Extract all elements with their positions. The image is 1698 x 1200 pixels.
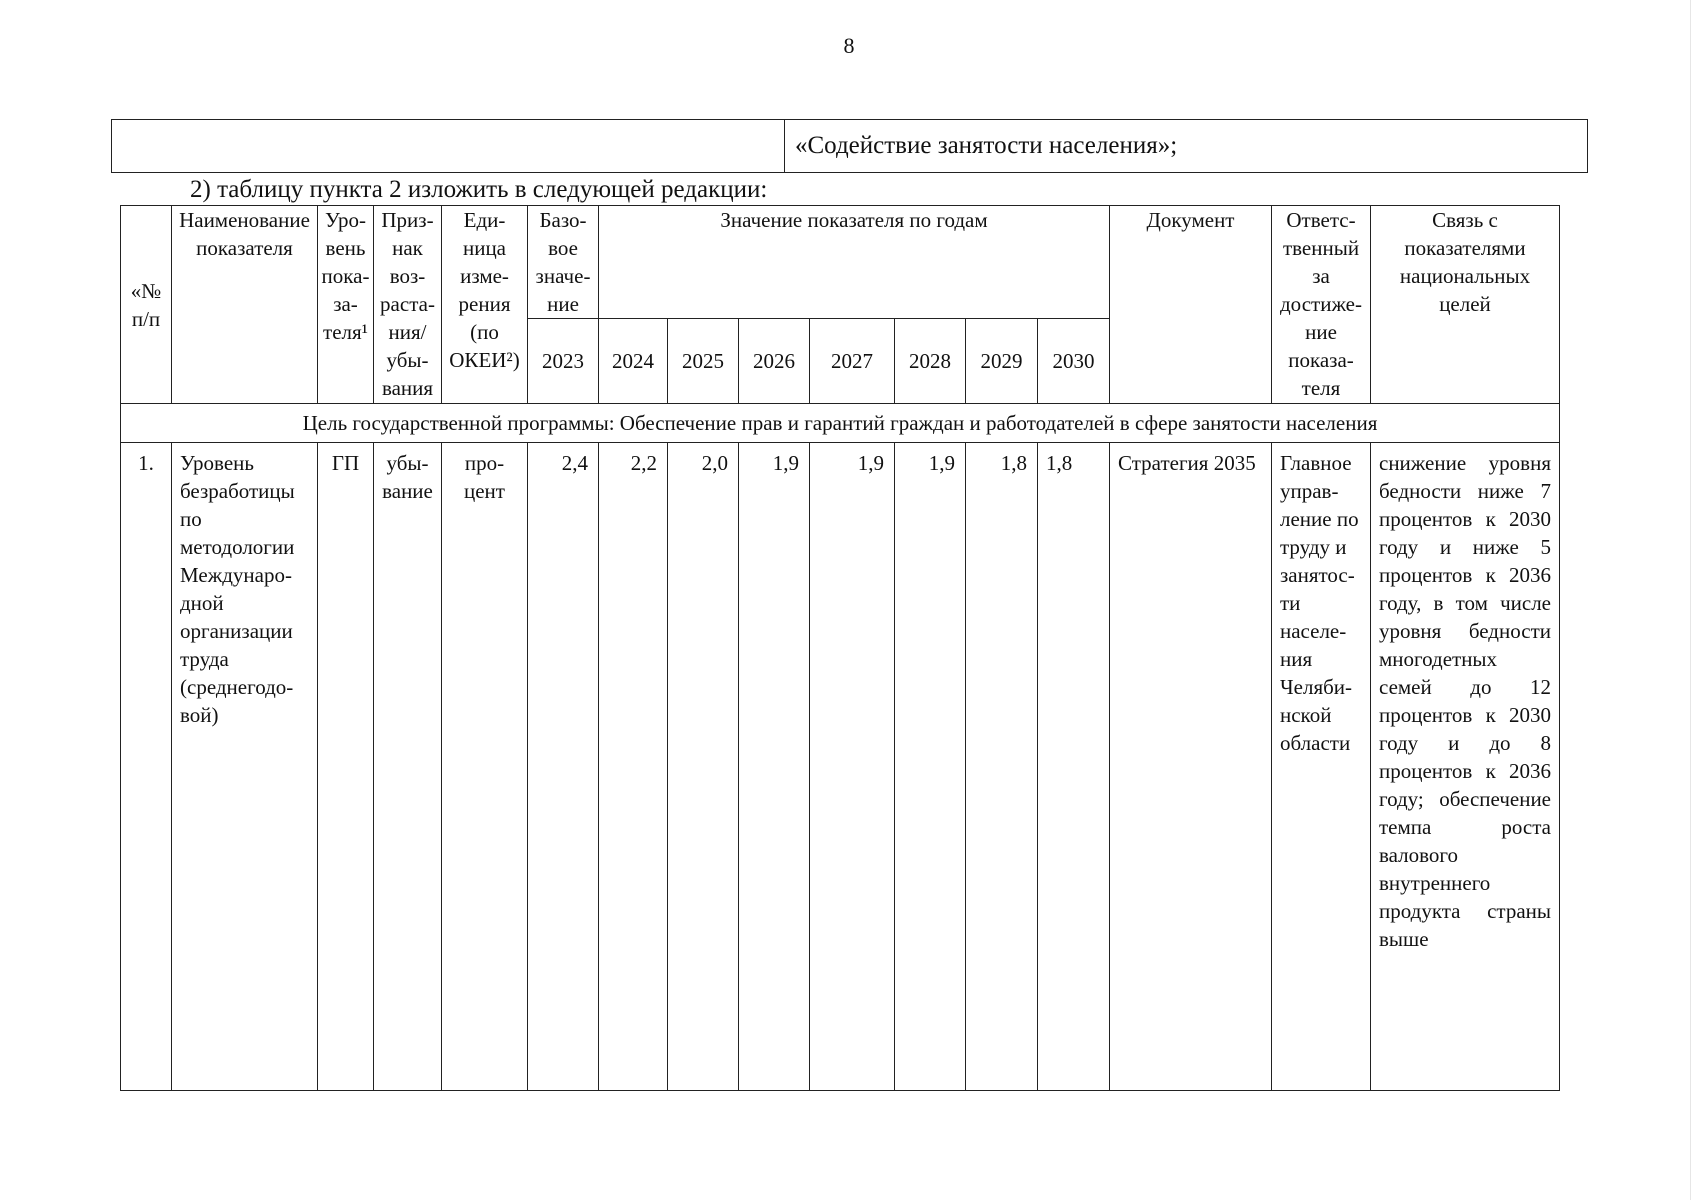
year-2025: 2025 — [668, 319, 739, 404]
year-2029: 2029 — [966, 319, 1038, 404]
row-value-2028: 1,9 — [895, 443, 966, 1091]
row-value-2026: 1,9 — [739, 443, 810, 1091]
header-name: Наименование показателя — [172, 206, 318, 404]
header-level: Уро-вень пока-за-теля¹ — [318, 206, 374, 404]
header-unit: Еди-ница изме-рения (по ОКЕИ²) — [442, 206, 528, 404]
year-2027: 2027 — [810, 319, 895, 404]
row-document: Стратегия 2035 — [1110, 443, 1272, 1091]
header-national-goals-link: Связь с показателями национальных целей — [1371, 206, 1560, 404]
row-value-2023: 2,4 — [528, 443, 599, 1091]
scan-edge-line — [1690, 0, 1691, 1200]
page-number: 8 — [843, 33, 855, 58]
row-national-goals-link: снижение уровня бедности ниже 7 процентов к 2030 году и ниже 5 процентов к 2036 году, в том числе уровня бедности многодетных семей до 12 процентов к 2030 году и до 8 процентов к 2036 году; обеспечение темпа роста валового внутреннего продукта страны выше — [1371, 443, 1560, 1091]
row-value-2025: 2,0 — [668, 443, 739, 1091]
header-values-by-year: Значение показателя по годам — [599, 206, 1110, 319]
header-row-1 — [121, 206, 1560, 319]
header-responsible: Ответс-твенный за достиже-ние показа-теля — [1272, 206, 1371, 404]
top-row-empty-cell — [112, 120, 785, 173]
year-2030: 2030 — [1038, 319, 1110, 404]
top-row-text: «Содействие занятости населения»; — [785, 120, 1588, 173]
row-responsible: Главное управ-ление по труду и занятос-ти населе-ния Челяби-нской области — [1272, 443, 1371, 1091]
goal-row — [121, 404, 1560, 443]
year-2024: 2024 — [599, 319, 668, 404]
table-row — [121, 443, 1560, 1091]
row-value-2027: 1,9 — [810, 443, 895, 1091]
top-row-table — [111, 119, 1588, 173]
row-value-2029: 1,8 — [966, 443, 1038, 1091]
row-value-2030: 1,8 — [1038, 443, 1110, 1091]
row-name: Уровень безработицы по методологии Междунаро-дной организации труда (среднегодо-вой) — [172, 443, 318, 1091]
row-level: ГП — [318, 443, 374, 1091]
header-num: «№ п/п — [121, 206, 172, 404]
header-sign: Приз-нак воз-раста-ния/ убы-вания — [374, 206, 442, 404]
row-sign: убы-вание — [374, 443, 442, 1091]
instruction-text: 2) таблицу пункта 2 изложить в следующей редакции: — [190, 176, 768, 203]
year-2026: 2026 — [739, 319, 810, 404]
row-value-2024: 2,2 — [599, 443, 668, 1091]
indicators-table — [120, 205, 1560, 1091]
program-goal: Цель государственной программы: Обеспечение прав и гарантий граждан и работодателей в сфере занятости населения — [121, 404, 1560, 443]
header-document: Документ — [1110, 206, 1272, 404]
row-num: 1. — [121, 443, 172, 1091]
year-2023: 2023 — [528, 319, 599, 404]
year-2028: 2028 — [895, 319, 966, 404]
row-unit: про-цент — [442, 443, 528, 1091]
header-base: Базо-вое значе-ние — [528, 206, 599, 319]
